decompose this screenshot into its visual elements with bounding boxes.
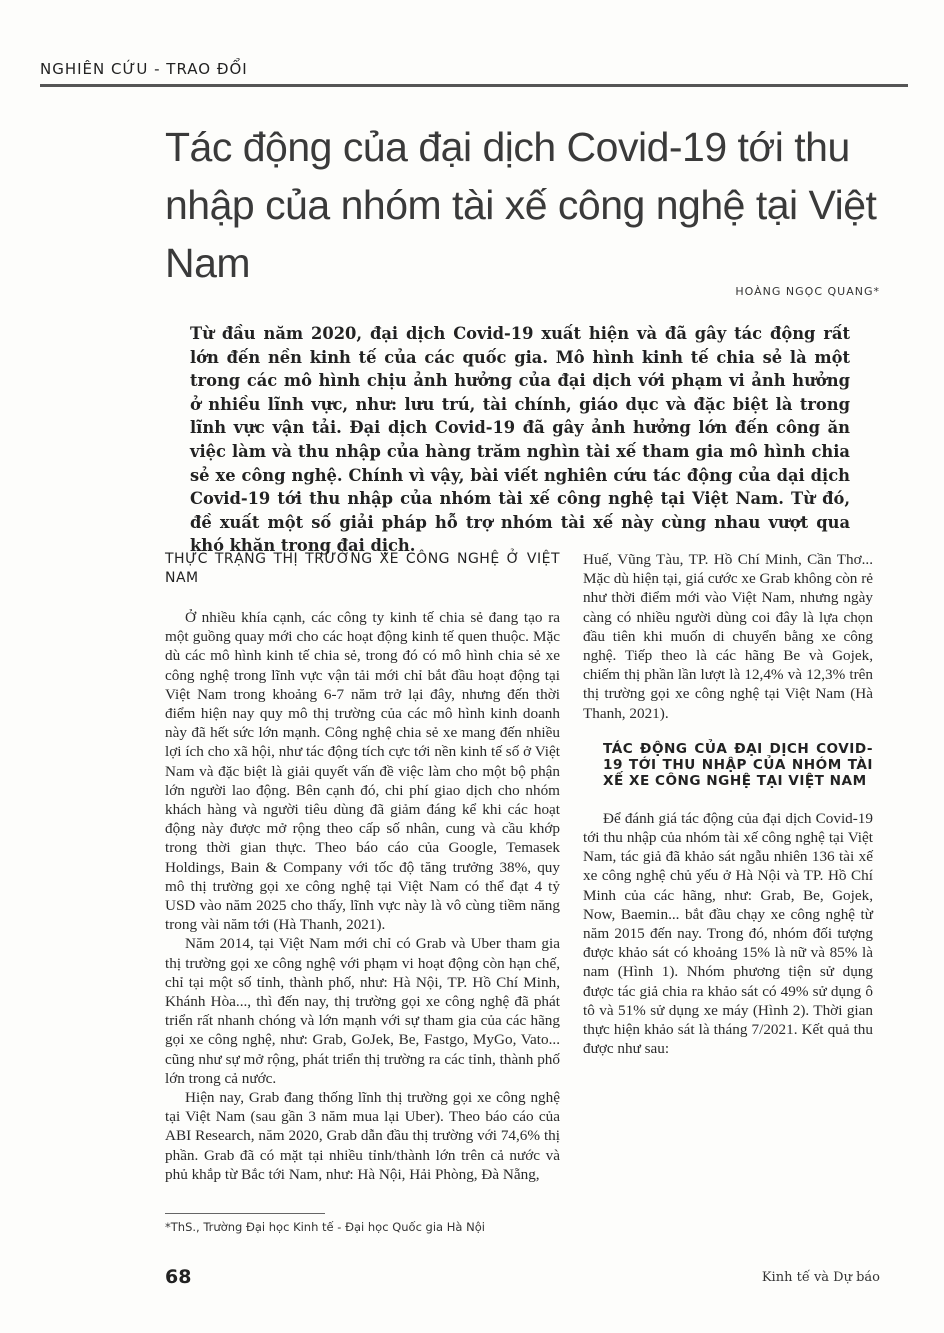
section1-paragraph-3: Hiện nay, Grab đang thống lĩnh thị trường gọi xe công nghệ tại Việt Nam (sau gần 3 năm mua lại Uber). Theo báo cáo của ABI Research, năm 2020, Grab dẫn đầu thị trường với 74,6% thị phần. Grab đã có mặt tại nhiều tỉnh/thành lớn trên cả nước và phủ khắp từ Bắc tới Nam, như: Hà Nội, Hải Phòng, Đà Nẵng, [165, 1089, 560, 1183]
section-label: NGHIÊN CỨU - TRAO ĐỔI [40, 60, 248, 78]
article-title: Tác động của đại dịch Covid-19 tới thu nhập của nhóm tài xế công nghệ tại Việt Nam [165, 124, 877, 286]
author-name: HOÀNG NGỌC QUANG* [735, 285, 880, 298]
header-rule [40, 84, 908, 87]
journal-name: Kinh tế và Dự báo [761, 1270, 880, 1285]
section1-paragraph-1: Ở nhiều khía cạnh, các công ty kinh tế chia sẻ đang tạo ra một guồng quay mới cho các hoạt động kinh tế quen thuộc. Mặc dù các mô hình kinh tế chia sẻ, trong đó có mô hình chia sẻ xe công nghệ trong lĩnh vực vận tải mới chỉ bắt đầu hoạt động tại Việt Nam trong khoảng 6-7 năm trở lại đây, nhưng đến thời điểm hiện nay quy mô thị trường của các mô hình kinh doanh này đã hết sức lớn mạnh. Công nghệ chia sẻ xe mang đến nhiều lợi ích cho xã hội, như tác động tích cực tới nền kinh tế số ở Việt Nam và đặc biệt là giải quyết vấn đề việc làm cho một bộ phận lớn người lao động. Bên cạnh đó, chi phí giao dịch cho nhóm khách hàng và người tiêu dùng đã giảm đáng kể khi các hoạt động này được mở rộng theo cấp số nhân, cung và cầu khớp trong thời gian thực. Theo báo cáo của Google, Temasek Holdings, Bain & Company với tốc độ tăng trưởng 38%, quy mô thị trường gọi xe công nghệ tại Việt Nam có thể đạt 4 tỷ USD vào năm 2025 cho thấy, lĩnh vực này là vô cùng tiềm năng trong vài năm tới (Hà Thanh, 2021). [165, 609, 560, 934]
abstract: Từ đầu năm 2020, đại dịch Covid-19 xuất hiện và đã gây tác động rất lớn đến nền kinh tế của các quốc gia. Mô hình kinh tế chia sẻ là một trong các mô hình chịu ảnh hưởng của đại dịch với phạm vi ảnh hưởng ở nhiều lĩnh vực, như: lưu trú, tài chính, giáo dục và đặc biệt là trong lĩnh vực vận tải. Đại dịch Covid-19 đã gây ảnh hưởng lớn đến công ăn việc làm và thu nhập của hàng trăm nghìn tài xế tham gia mô hình chia sẻ xe công nghệ. Chính vì vậy, bài viết nghiên cứu tác động của dại dịch Covid-19 tới thu nhập của nhóm tài xế công nghệ tại Việt Nam. Từ đó, đề xuất một số giải pháp hỗ trợ nhóm tài xế này cùng nhau vượt qua khó khăn trong đại dịch. [190, 324, 850, 556]
section1-heading: THỰC TRẠNG THỊ TRƯỜNG XE CÔNG NGHỆ Ở VIỆT NAM [165, 551, 560, 586]
page-number: 68 [165, 1266, 192, 1288]
section1-paragraph-2: Năm 2014, tại Việt Nam mới chỉ có Grab và Uber tham gia thị trường gọi xe công nghệ với phạm vi hoạt động còn hạn chế, chỉ tại một số tỉnh, thành phố, như: Hà Nội, TP. Hồ Chí Minh, Khánh Hòa..., thì đến nay, thị trường gọi xe công nghệ đã phát triển rất nhanh chóng và lớn mạnh với sự tham gia của các hãng gọi xe công nghệ, như: Grab, GoJek, Be, Fastgo, MyGo, Vato... cũng như sự mở rộng, phát triển thị trường ra các tỉnh, thành phố lớn trong cả nước. [165, 935, 560, 1087]
right-column [583, 550, 873, 1058]
footnote: *ThS., Trường Đại học Kinh tế - Đại học Quốc gia Hà Nội [165, 1220, 485, 1234]
section2-paragraph-1: Để đánh giá tác động của đại dịch Covid-19 tới thu nhập của nhóm tài xế công nghệ tại Việt Nam, tác giả đã khảo sát ngẫu nhiên 136 tài xế xe công nghệ chủ yếu ở Hà Nội và TP. Hồ Chí Minh của các hãng, như: Grab, Be, Gojek, Now, Baemin... bắt đầu chạy xe công nghệ từ năm 2015 đến nay. Trong đó, nhóm đối tượng được khảo sát có khoảng 15% là nữ và 85% là nam (Hình 1). Nhóm phương tiện sử dụng được tác giả chia ra khảo sát có 49% sử dụng ô tô và 51% sử dụng xe máy (Hình 2). Thời gian thực hiện khảo sát là tháng 7/2021. Kết quả thu được như sau: [583, 809, 873, 1058]
left-column [165, 550, 560, 1184]
section1-paragraph-3-continued: Huế, Vũng Tàu, TP. Hồ Chí Minh, Cần Thơ... Mặc dù hiện tại, giá cước xe Grab không còn rẻ như thời điểm mới vào Việt Nam, nhưng ngày càng có nhiều người dùng coi đây là lựa chọn đầu tiên khi muốn di chuyển bằng xe công nghệ. Tiếp theo là các hãng Be và Gojek, chiếm thị phần lần lượt là 12,4% và 12,3% trên thị trường gọi xe công nghệ tại Việt Nam (Hà Thanh, 2021). [583, 551, 873, 722]
section2-heading: TÁC ĐỘNG CỦA ĐẠI DỊCH COVID-19 TỚI THU NHẬP CỦA NHÓM TÀI XẾ XE CÔNG NGHỆ TẠI VIỆT NAM [603, 740, 873, 789]
footnote-rule [165, 1213, 325, 1214]
